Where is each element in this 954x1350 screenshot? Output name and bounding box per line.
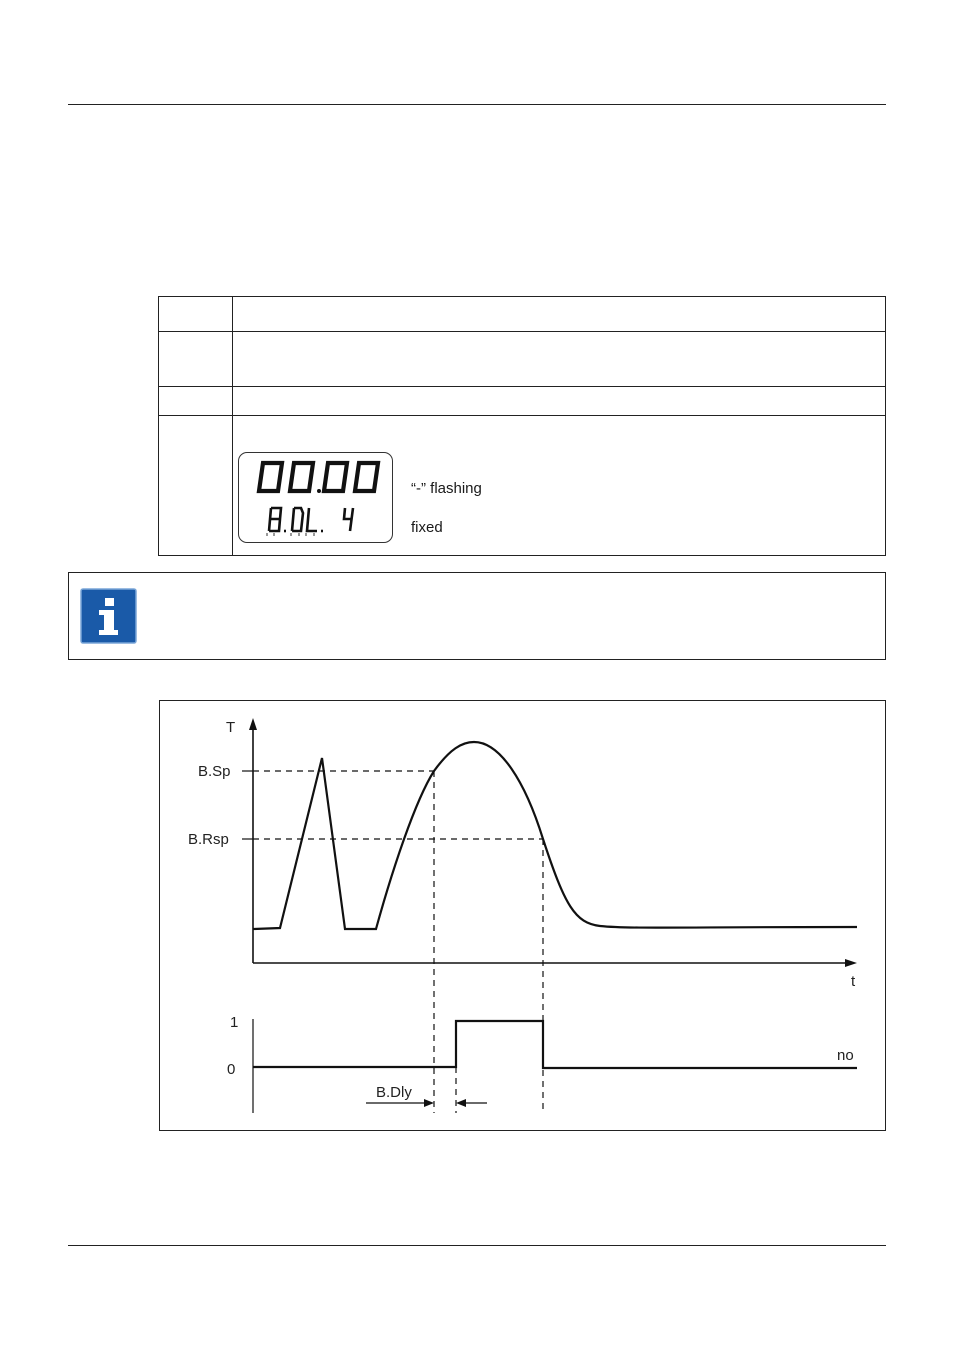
info-icon [80, 588, 137, 644]
output-signal [253, 1021, 857, 1068]
reset-setpoint-label: B.Rsp [188, 831, 229, 848]
lcd-decimal-point [317, 489, 321, 493]
delay-arrowhead-right [456, 1099, 466, 1107]
lcd-digit-0 [355, 463, 378, 491]
delay-arrowhead-left [424, 1099, 434, 1107]
lcd-segment-y [344, 508, 353, 531]
y-axis-arrow [249, 718, 257, 730]
lcd-segments [239, 453, 394, 544]
footer-rule [68, 1245, 886, 1246]
header-rule [68, 104, 886, 105]
lcd-segment-l [307, 508, 317, 531]
temperature-curve [253, 742, 857, 929]
table-row-divider [159, 331, 885, 332]
lcd-segment-b [269, 508, 281, 531]
lcd-digit-0 [324, 463, 347, 491]
level-low-label: 0 [227, 1061, 236, 1078]
lcd-upper-digits [259, 463, 378, 491]
y-axis-label: T [226, 719, 236, 736]
setpoint-label: B.Sp [198, 763, 231, 780]
flashing-label: “-” flashing [411, 480, 482, 497]
delay-label: B.Dly [376, 1084, 412, 1101]
level-high-label: 1 [230, 1014, 239, 1031]
timing-diagram [159, 700, 886, 1131]
parameter-table [158, 296, 886, 556]
table-row-divider [159, 415, 885, 416]
lcd-digit-0 [290, 463, 313, 491]
output-state-label: no [837, 1047, 854, 1064]
lcd-segment-d [292, 508, 303, 531]
x-axis-label: t [851, 973, 856, 990]
x-axis-arrow [845, 959, 857, 967]
lcd-digit-0 [259, 463, 282, 491]
lcd-segment-ticks [267, 533, 314, 536]
info-note-box [68, 572, 886, 660]
lcd-lower-segments [269, 508, 353, 531]
fixed-label: fixed [411, 519, 443, 536]
table-column-divider [232, 297, 233, 555]
table-row-divider [159, 386, 885, 387]
lcd-display [238, 452, 393, 543]
